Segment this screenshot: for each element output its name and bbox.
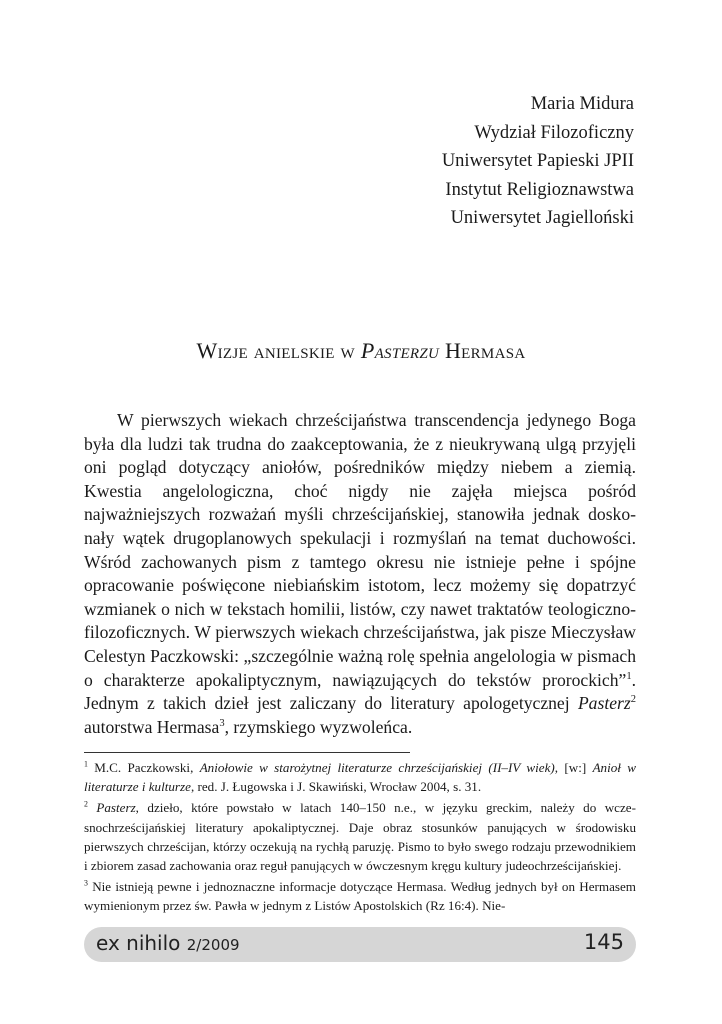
author-name: Maria Midura: [530, 94, 634, 114]
footnote-text: M.C. Paczkowski,: [87, 760, 200, 775]
title-part: Hermasa: [439, 338, 526, 363]
footnote-text-italic: Anioł w literaturze i kulturze: [84, 760, 636, 795]
text-run: . Jednym z takich dzieł jest zaliczany do literatury apologetycznej: [84, 669, 636, 714]
footnote-text: , red. J. Ługowska i J. Skawiński, Wrocław 2004, s. 31.: [190, 779, 482, 795]
author-affiliation: Wydział Filozoficzny: [474, 122, 634, 143]
title-work-name: Pasterzu: [360, 338, 440, 363]
article-title: [0, 338, 722, 364]
page-footer: [84, 927, 636, 962]
text-run: W pierwszych wiekach chrześcijaństwa transcendencja jedynego Boga była dla ludzi tak trudna do zaakceptowania, że z nieukrywaną ulgą przyjęli oni pogląd dotyczący aniołów, pośredników między niebem a ziemią. Kwestia angelologiczna, choć nigdy nie zajęła miejsca pośród najważniejszych rozważań myśli chrześcijańskiej, stanowiła jednak doskonały wątek drugoplanowych spekulacji i rozmyślań na temat duchowości. Wśród zachowanych pism z tamtego okresu nie istnieje pełne i spójne opracowanie poświęcone niebiańskim istotom, lecz możemy się dopatrzyć wzmianek o nich w tekstach homilii, listów, czy nawet traktatów teologiczno-filozoficznych. W pierwszych wiekach chrześcijaństwa, jak pisze Mieczysław Celestyn Paczkowski: „szczególnie ważną rolę spełnia angelologia w pismach o charakterze apokaliptycznym, nawiązujących do tekstów prorockich”: [84, 410, 636, 690]
footnote: [84, 798, 636, 875]
footnote-ref[interactable]: 1: [626, 670, 632, 682]
footnote-separator: [84, 752, 410, 753]
footnote-number: 2: [84, 800, 88, 810]
journal-name: [96, 931, 240, 955]
text-run-italic: Pasterz: [577, 693, 631, 714]
footnote-text: , dzieło, które powstało w latach 140–150 n.e., w języku greckim, należy do wczesnochrześcijańskiej literatury apokaliptycznej. Daje obraz stosunków panujących w środowisku pierwszych chrześcijan, którzy oczekują na rychłą paruzję. Pismo to było swego rodzaju przewodnikiem i zbiorem zasad zachowania oraz reguł panujących w ówczesnym kręgu kultury judeochrześcijańskiej.: [84, 800, 636, 874]
footnote-text-italic: Aniołowie w starożytnej literaturze chrześcijańskiej (II–IV wiek): [199, 760, 555, 775]
journal-issue: 2/2009: [186, 936, 240, 954]
footnotes: [84, 758, 636, 918]
paragraph: [84, 409, 636, 739]
author-affiliation: Uniwersytet Jagielloński: [450, 208, 634, 228]
title-part: Wizje anielskie w: [196, 338, 361, 363]
page-number: 145: [583, 930, 624, 954]
footnote-text: , [w:]: [554, 760, 593, 775]
footnote: [84, 758, 636, 796]
footnote-number: 1: [84, 759, 88, 769]
author-affiliation: Instytut Religioznawstwa: [445, 179, 634, 200]
footnote-number: 3: [84, 878, 88, 888]
journal-title: ex nihilo: [96, 931, 187, 955]
footnote-text: Nie istnieją pewne i jednoznaczne informacje dotyczące Hermasa. Według jednych był on Hermasem wymienionym przez św. Pawła w jednym z Listów Apostolskich (Rz 16:4). Nie-: [84, 879, 636, 914]
body-text: [84, 409, 636, 739]
footnote-text-italic: Pasterz: [96, 800, 136, 816]
text-run: , rzymskiego wyzwoleńca.: [224, 716, 413, 737]
footnote-ref[interactable]: 2: [630, 694, 636, 706]
author-affiliation: Uniwersytet Papieski JPII: [441, 151, 634, 171]
footnote: [84, 877, 636, 915]
footnote-ref[interactable]: 3: [219, 717, 225, 729]
text-run: autorstwa Hermasa: [84, 716, 220, 737]
author-block: [442, 90, 634, 233]
